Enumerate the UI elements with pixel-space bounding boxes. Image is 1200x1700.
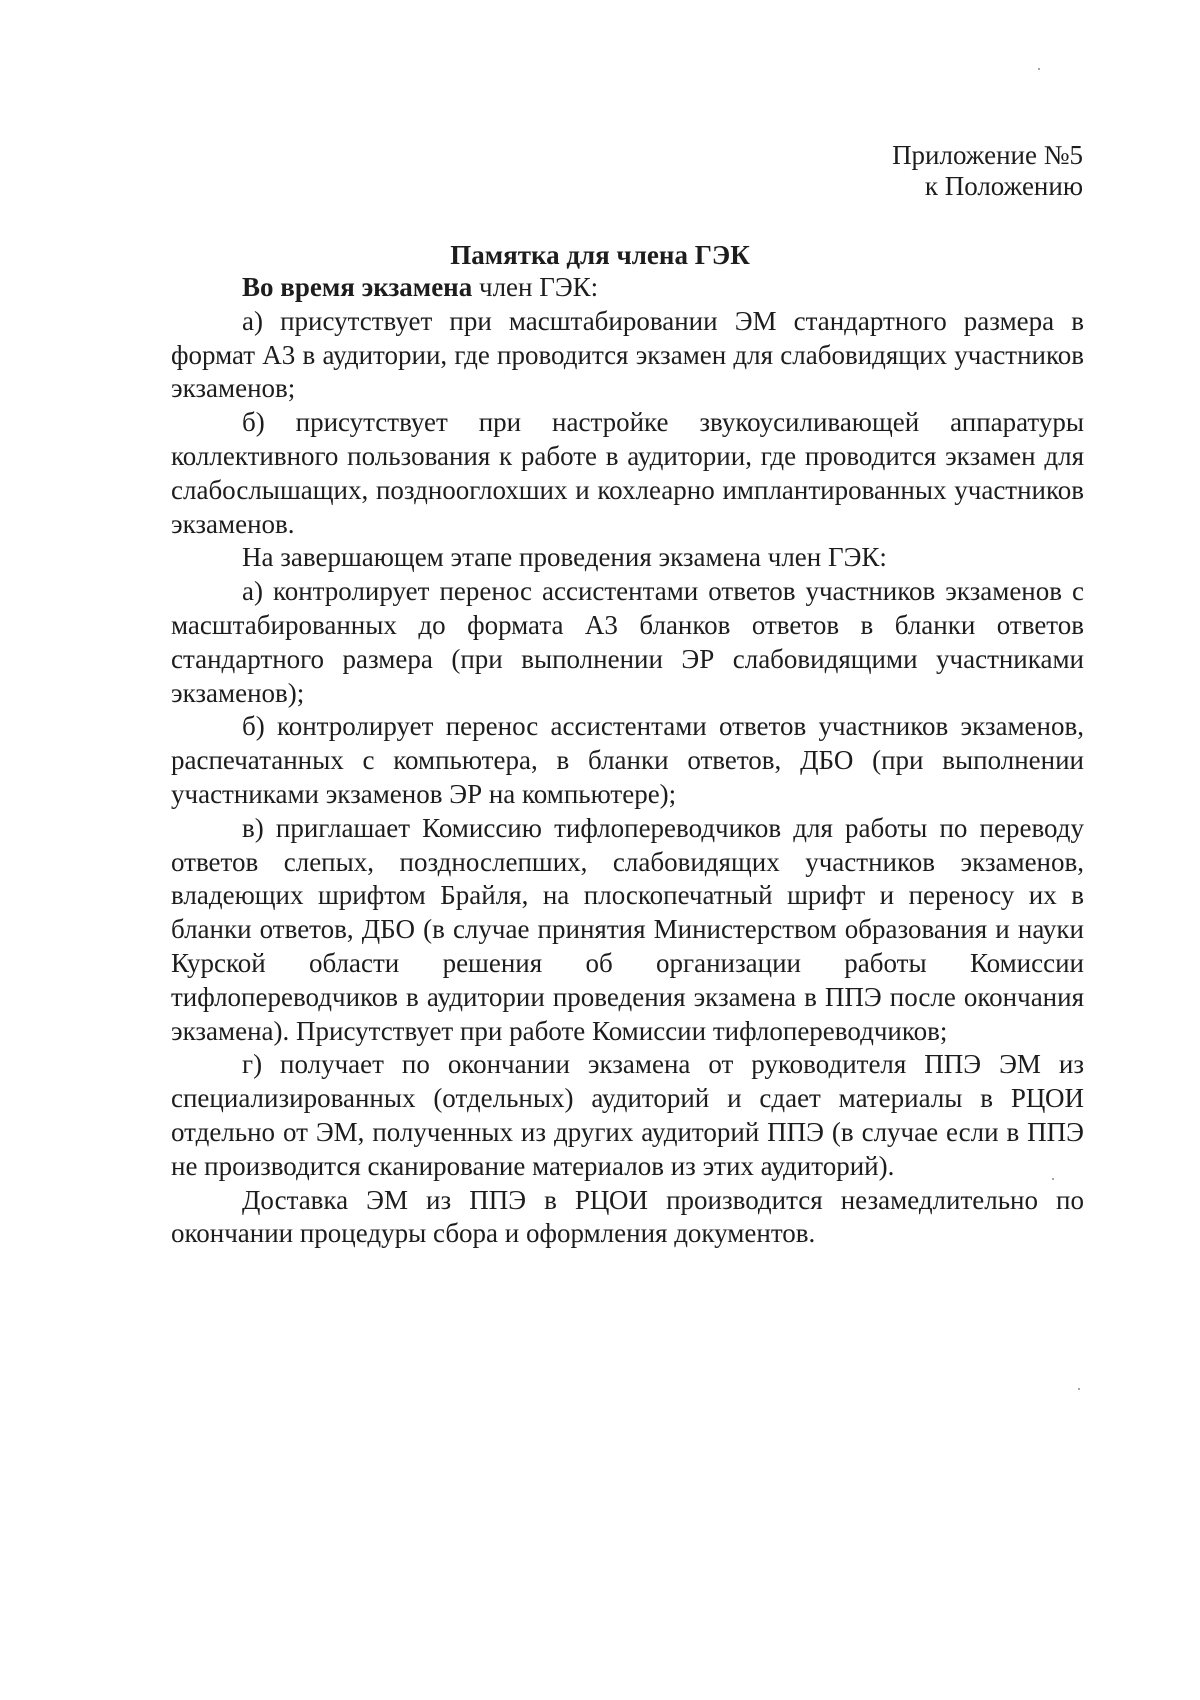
- appendix-reference: к Положению: [924, 171, 1083, 201]
- scan-speck: [1052, 1178, 1054, 1180]
- paragraph-intro-bold: Во время экзамена: [242, 272, 473, 302]
- paragraph-item-a1: а) присутствует при масштабировании ЭМ стандартного размера в формат А3 в аудитории, где проводится экзамен для слабовидящих участников экзаменов;: [171, 305, 1084, 404]
- scan-speck: [1078, 1388, 1080, 1390]
- scan-speck: [1038, 68, 1040, 70]
- document-body: [171, 271, 1084, 1251]
- paragraph-item-b2: б) контролирует перенос ассистентами ответов участников экзаменов, распечатанных с компьютера, в бланки ответов, ДБО (при выполнении участниками экзаменов ЭР на компьютере);: [171, 711, 1084, 809]
- paragraph-item-g: г) получает по окончании экзамена от руководителя ППЭ ЭМ из специализированных (отдельных) аудиторий и сдает материалы в РЦОИ отдельно от ЭМ, полученных из других аудиторий ППЭ (в случае если в ППЭ не производится сканирование материалов из этих аудиторий).: [171, 1049, 1084, 1181]
- paragraph-intro-rest: член ГЭК:: [472, 272, 599, 302]
- document-title: Памятка для члена ГЭК: [450, 240, 750, 270]
- appendix-header: [892, 140, 1083, 202]
- paragraph-delivery: Доставка ЭМ из ППЭ в РЦОИ производится незамедлительно по окончании процедуры сбора и оформления документов.: [171, 1184, 1084, 1249]
- paragraph-final-stage: На завершающем этапе проведения экзамена член ГЭК:: [242, 542, 887, 573]
- paragraph-item-v: в) приглашает Комиссию тифлопереводчиков для работы по переводу ответов слепых, позднослепших, слабовидящих участников экзаменов, владеющих шрифтом Брайля, на плоскопечатный шрифт и переносу их в бланки ответов, ДБО (в случае принятия Министерством образования и науки Курской области решения об организации работы Комиссии тифлопереводчиков в аудитории проведения экзамена в ППЭ после окончания экзамена). Присутствует при работе Комиссии тифлопереводчиков;: [171, 812, 1084, 1046]
- appendix-number: Приложение №5: [892, 140, 1083, 170]
- paragraph-item-a2: а) контролирует перенос ассистентами ответов участников экзаменов с масштабированных до формата А3 бланков ответов в бланки ответов стандартного размера (при выполнении ЭР слабовидящими участниками экзаменов);: [171, 576, 1084, 708]
- paragraph-item-b1: б) присутствует при настройке звукоусиливающей аппаратуры коллективного пользования к работе в аудитории, где проводится экзамен для слабослышащих, позднооглохших и кохлеарно имплантированных участников экзаменов.: [171, 407, 1084, 539]
- paragraph-intro: [171, 271, 1084, 305]
